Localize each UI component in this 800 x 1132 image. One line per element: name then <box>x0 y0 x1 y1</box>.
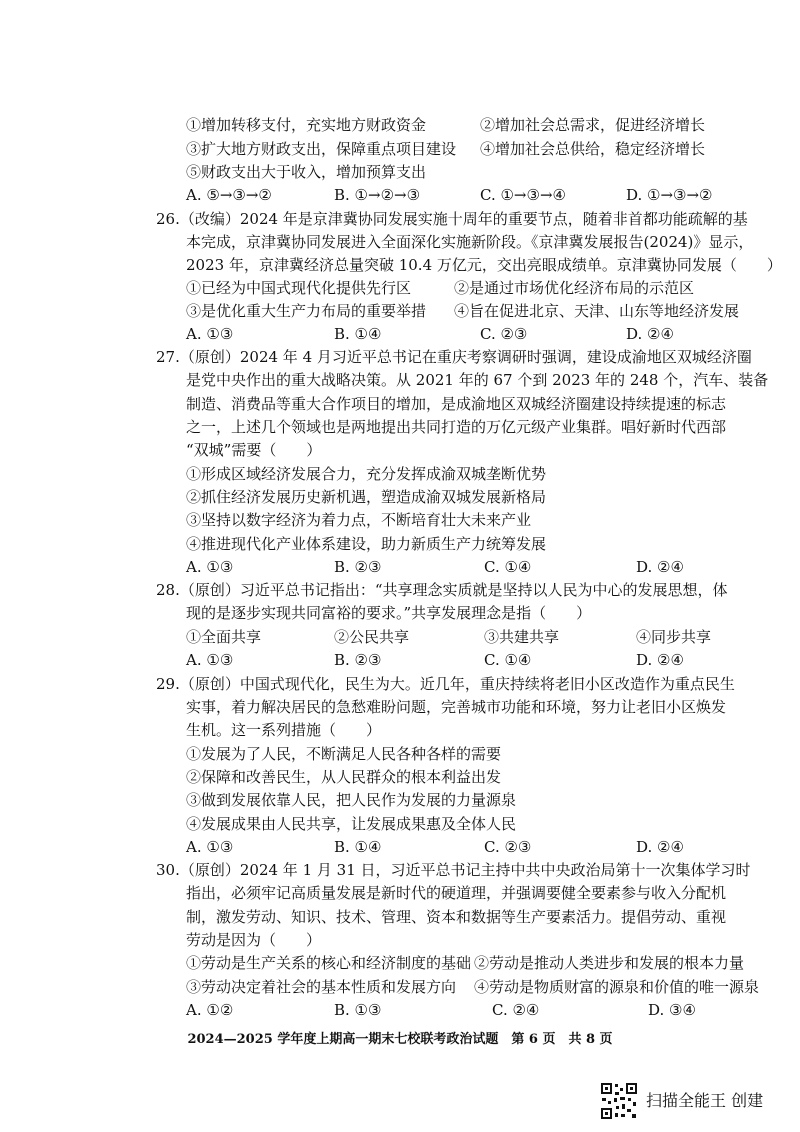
q29-answer-b: B. ①④ <box>334 838 382 856</box>
q30-stem-line-1: 30.（原创）2024 年 1 月 31 日，习近平总书记主持中共中央政治局第十一次集体学习时 <box>156 861 751 879</box>
q30-answer-b: B. ①③ <box>334 1001 382 1019</box>
q27-answer-a: A. ①③ <box>186 558 234 576</box>
q30-stem-line-4: 劳动是因为（ ） <box>186 931 322 949</box>
q27-answer-c: C. ①④ <box>484 558 532 576</box>
q25-option-5: ⑤财政支出大于收入，增加预算支出 <box>186 163 427 181</box>
q29-stem-line-3: 生机。这一系列措施（ ） <box>186 721 382 739</box>
q25-option-4: ④增加社会总供给，稳定经济增长 <box>480 140 706 158</box>
scanner-watermark: 扫描全能王 创建 <box>646 1091 764 1110</box>
q27-option-3: ③坚持以数字经济为着力点，不断培育壮大未来产业 <box>186 511 532 529</box>
q26-answer-a: A. ①③ <box>186 325 234 343</box>
q28-stem-line-1: 28.（原创）习近平总书记指出：“共享理念实质就是坚持以人民为中心的发展思想，体 <box>156 581 728 599</box>
q26-stem-line-1: 26.（改编）2024 年是京津冀协同发展实施十周年的重要节点，随着非首都功能疏解的基 <box>156 210 748 228</box>
q27-stem-line-2: 是党中央作出的重大战略决策。从 2021 年的 67 个到 2023 年的 248 个，汽车、装备 <box>186 371 769 389</box>
q30-option-3: ③劳动决定着社会的基本性质和发展方向 <box>186 978 457 996</box>
q28-answer-c: C. ①④ <box>484 651 532 669</box>
q28-option-3: ③共建共享 <box>484 628 560 646</box>
q30-answer-c: C. ②④ <box>492 1001 540 1019</box>
q26-answer-c: C. ②③ <box>480 325 528 343</box>
q29-option-4: ④发展成果由人民共享，让发展成果惠及全体人民 <box>186 815 517 833</box>
q28-option-1: ①全面共享 <box>186 628 262 646</box>
q27-option-1: ①形成区域经济发展合力，充分发挥成渝双城垄断优势 <box>186 465 547 483</box>
q27-answer-b: B. ②③ <box>334 558 382 576</box>
q30-option-4: ④劳动是物质财富的源泉和价值的唯一源泉 <box>474 978 760 996</box>
q27-stem-line-1: 27.（原创）2024 年 4 月习近平总书记在重庆考察调研时强调，建设成渝地区双城经济圈 <box>156 348 752 366</box>
q25-answer-a: A. ⑤→③→② <box>186 186 272 204</box>
q29-answer-d: D. ②④ <box>636 838 684 856</box>
q27-option-4: ④推进现代化产业体系建设，助力新质生产力统筹发展 <box>186 535 547 553</box>
q28-answer-a: A. ①③ <box>186 651 234 669</box>
q30-option-2: ②劳动是推动人类进步和发展的根本力量 <box>474 954 745 972</box>
q29-answer-c: C. ②③ <box>484 838 532 856</box>
q30-answer-d: D. ③④ <box>648 1001 696 1019</box>
q30-answer-a: A. ①② <box>186 1001 234 1019</box>
q27-option-2: ②抓住经济发展历史新机遇，塑造成渝双城发展新格局 <box>186 488 547 506</box>
q25-answer-b: B. ①→②→③ <box>334 186 421 204</box>
q30-stem-line-3: 制，激发劳动、知识、技术、管理、资本和数据等生产要素活力。提倡劳动、重视 <box>186 908 727 926</box>
page-footer: 2024—2025 学年度上期高一期末七校联考政治试题 第 6 页 共 8 页 <box>187 1032 613 1047</box>
q29-stem-line-2: 实事，着力解决居民的急愁难盼问题，完善城市功能和环境，努力让老旧小区焕发 <box>186 698 727 716</box>
q26-option-4: ④旨在促进北京、天津、山东等地经济发展 <box>454 302 740 320</box>
q25-option-1: ①增加转移支付，充实地方财政资金 <box>186 116 427 134</box>
q29-stem-line-1: 29.（原创）中国式现代化，民生为大。近几年，重庆持续将老旧小区改造作为重点民生 <box>156 675 735 693</box>
q28-stem-line-2: 现的是逐步实现共同富裕的要求。”共享发展理念是指（ ） <box>186 604 592 622</box>
q26-answer-b: B. ①④ <box>334 325 382 343</box>
q29-option-1: ①发展为了人民，不断满足人民各种各样的需要 <box>186 745 502 763</box>
q27-stem-line-3: 制造、消费品等重大合作项目的增加，是成渝地区双城经济圈建设持续提速的标志 <box>186 395 727 413</box>
q26-option-3: ③是优化重大生产力布局的重要举措 <box>186 302 427 320</box>
q27-answer-d: D. ②④ <box>636 558 684 576</box>
q26-stem-line-3: 2023 年，京津冀经济总量突破 10.4 万亿元，交出亮眼成绩单。京津冀协同发展（ ） <box>186 256 782 274</box>
q28-answer-b: B. ②③ <box>334 651 382 669</box>
q28-answer-d: D. ②④ <box>636 651 684 669</box>
q27-stem-line-4: 之一，上述几个领域也是两地提出共同打造的万亿元级产业集群。唱好新时代西部 <box>186 418 727 436</box>
qr-code-icon <box>600 1082 638 1120</box>
q29-option-3: ③做到发展依靠人民，把人民作为发展的力量源泉 <box>186 791 517 809</box>
q26-option-2: ②是通过市场优化经济布局的示范区 <box>454 279 695 297</box>
q25-answer-d: D. ①→③→② <box>626 186 713 204</box>
q26-stem-line-2: 本完成，京津冀协同发展进入全面深化实施新阶段。《京津冀发展报告(2024)》显示， <box>186 233 754 251</box>
q28-option-4: ④同步共享 <box>636 628 712 646</box>
q26-answer-d: D. ②④ <box>626 325 674 343</box>
q26-option-1: ①已经为中国式现代化提供先行区 <box>186 279 412 297</box>
q25-option-3: ③扩大地方财政支出，保障重点项目建设 <box>186 140 457 158</box>
q29-option-2: ②保障和改善民生，从人民群众的根本利益出发 <box>186 768 502 786</box>
q29-answer-a: A. ①③ <box>186 838 234 856</box>
q28-option-2: ②公民共享 <box>334 628 410 646</box>
q27-stem-line-5: “双城”需要（ ） <box>186 441 322 459</box>
q25-option-2: ②增加社会总需求，促进经济增长 <box>480 116 706 134</box>
q30-stem-line-2: 指出，必须牢记高质量发展是新时代的硬道理，并强调要健全要素参与收入分配机 <box>186 884 727 902</box>
q30-option-1: ①劳动是生产关系的核心和经济制度的基础 <box>186 954 472 972</box>
q25-answer-c: C. ①→③→④ <box>480 186 566 204</box>
